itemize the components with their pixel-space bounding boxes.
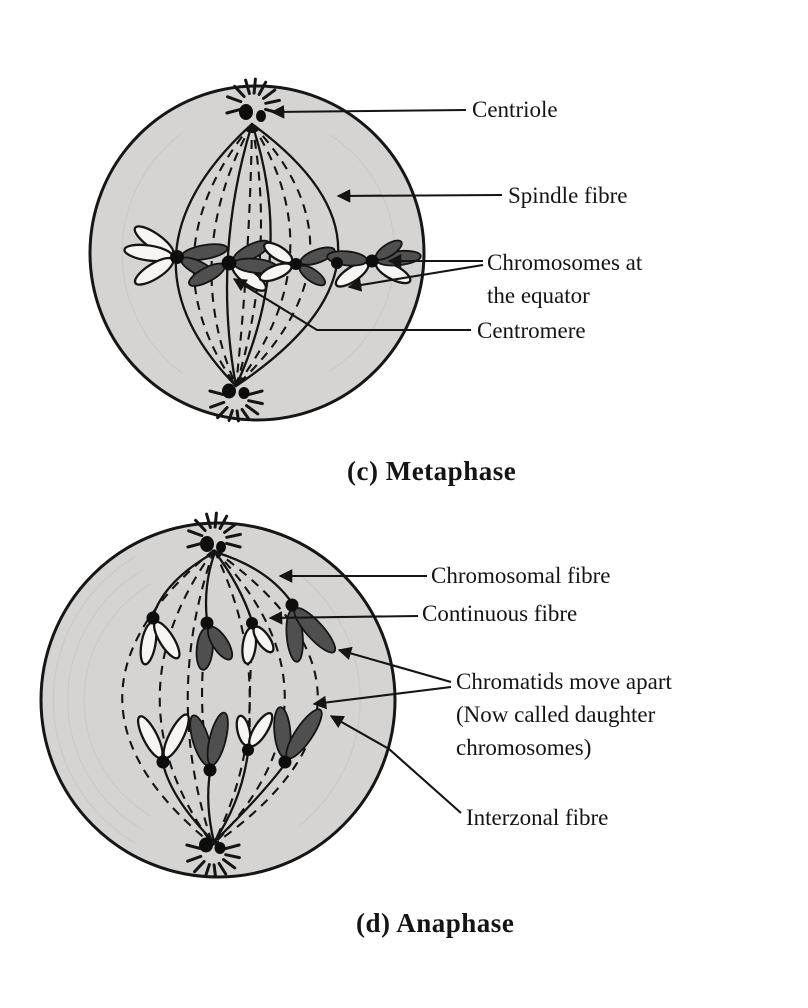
centromere-dot <box>147 612 160 625</box>
anaphase-cell <box>41 513 461 877</box>
centromere-dot <box>204 764 217 777</box>
label-centriole: Centriole <box>472 97 558 122</box>
label-chromosomal-fibre: Chromosomal fibre <box>431 563 611 588</box>
label-centromere: Centromere <box>477 318 586 343</box>
centriole-dot <box>200 536 214 552</box>
centromere-dot <box>157 756 170 769</box>
centriole-dot <box>239 104 253 120</box>
spindle-fibre-leader-arrow <box>338 195 502 196</box>
centromere-dot <box>242 744 254 756</box>
centromere-dot <box>170 250 184 264</box>
metaphase-cell <box>90 79 502 421</box>
centromere-dot <box>331 257 343 269</box>
label-chromatids-line1: Chromatids move apart <box>456 669 672 694</box>
centriole-dot <box>222 384 236 399</box>
label-chromatids-line2: (Now called daughter <box>456 702 656 727</box>
centromere-dot <box>290 258 302 270</box>
caption-anaphase: (d) Anaphase <box>356 908 515 938</box>
centriole-dot <box>215 842 226 854</box>
caption-metaphase: (c) Metaphase <box>347 456 517 486</box>
label-continuous-fibre: Continuous fibre <box>422 601 578 626</box>
centromere-dot <box>366 255 379 268</box>
label-interzonal-fibre: Interzonal fibre <box>466 805 609 830</box>
label-chromosomes-line1: Chromosomes at <box>487 250 643 275</box>
centriole-dot <box>256 110 266 122</box>
label-chromatids-line3: chromosomes) <box>456 735 592 760</box>
centriole-dot <box>199 838 213 853</box>
label-chromosomes-line2: the equator <box>487 283 590 308</box>
centromere-dot <box>201 617 214 630</box>
label-spindle-fibre: Spindle fibre <box>508 183 628 208</box>
centromere-dot <box>286 599 299 612</box>
centriole-dot <box>239 387 250 399</box>
centriole-dot <box>216 541 226 553</box>
centromere-dot <box>246 617 258 629</box>
centromere-dot <box>222 256 237 271</box>
centromere-dot <box>279 756 292 769</box>
